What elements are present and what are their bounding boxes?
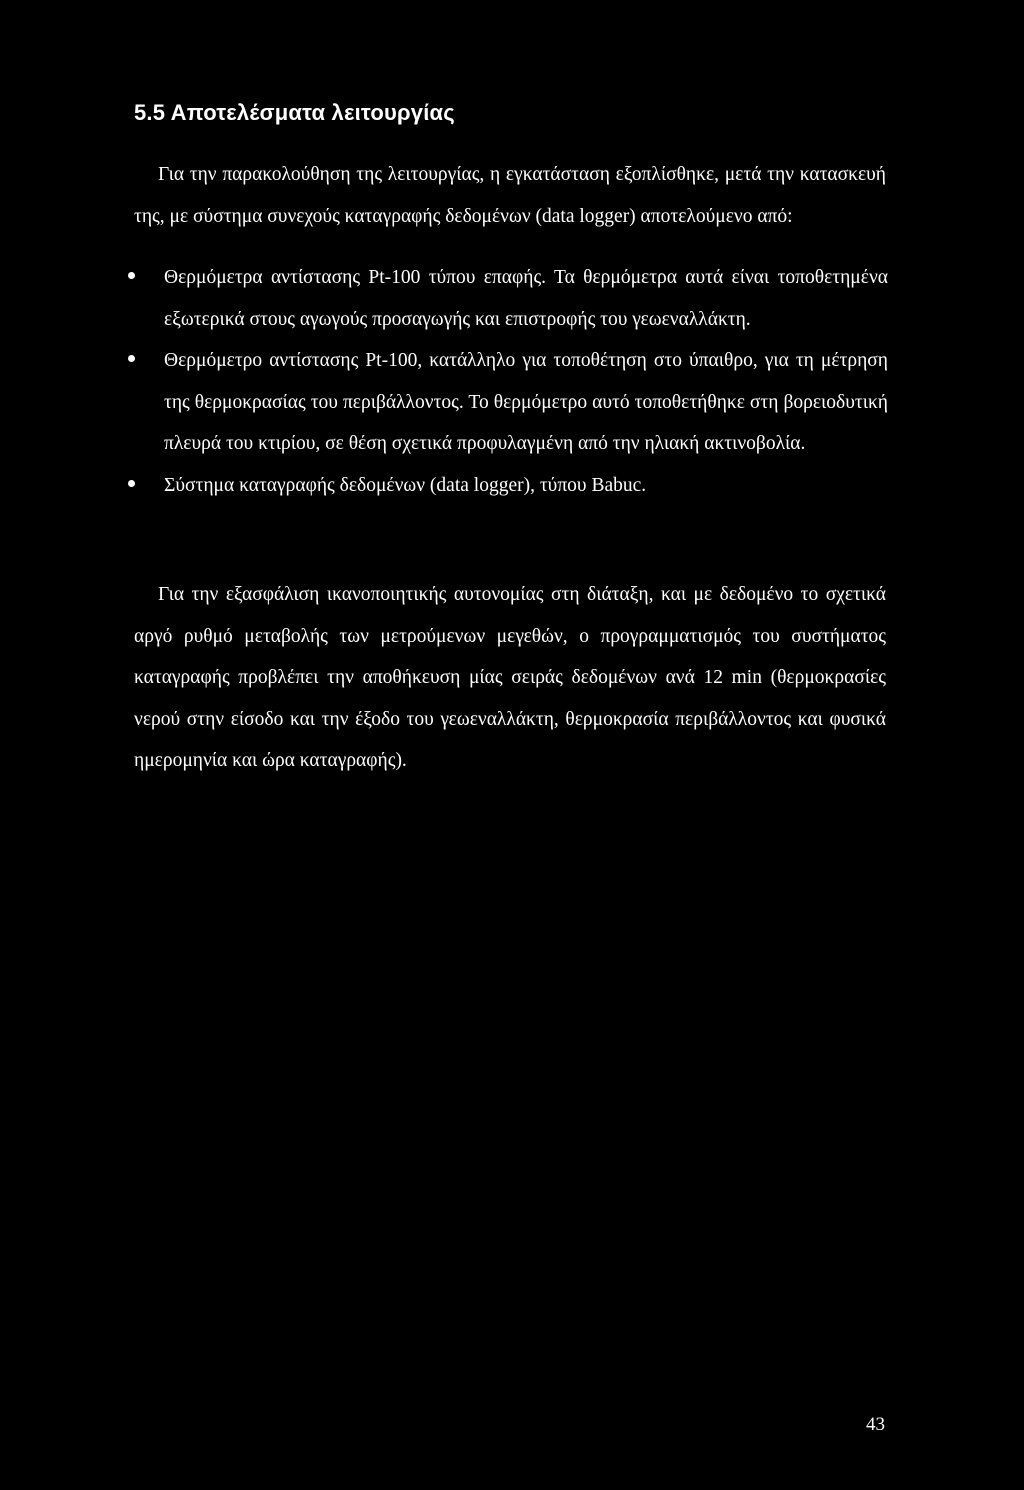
bullet-icon bbox=[128, 480, 135, 487]
list-item-text: Σύστημα καταγραφής δεδομένων (data logger), τύπου Babuc. bbox=[164, 474, 647, 496]
intro-paragraph: Για την παρακολούθηση της λειτουργίας, η εγκατάσταση εξοπλίσθηκε, μετά την κατασκευή της, με σύστημα συνεχούς καταγραφής δεδομένων (data logger) αποτελούμενο από: bbox=[134, 164, 886, 227]
page-number: 43 bbox=[866, 1414, 885, 1435]
list-item bbox=[128, 465, 888, 507]
bullet-icon bbox=[128, 272, 135, 279]
list-item bbox=[128, 340, 888, 465]
closing-paragraph: Για την εξασφάλιση ικανοποιητικής αυτονομίας στη διάταξη, και με δεδομένο το σχετικά αργό ρυθμό μεταβολής των μετρούμενων μεγεθών, ο προγραμματισμός του συστήματος καταγραφής προβλέπει την αποθήκευση μίας σειράς δεδομένων ανά 12 min (θερμοκρασίες νερού στην είσοδο και την έξοδο του γεωεναλλάκτη, θερμοκρασία περιβάλλοντος και φυσικά ημερομηνία και ώρα καταγραφής). bbox=[134, 584, 886, 771]
list-item-text: Θερμόμετρα αντίστασης Pt-100 τύπου επαφής. Τα θερμόμετρα αυτά είναι τοποθετημένα εξωτερικά στους αγωγούς προσαγωγής και επιστροφής του γεωεναλλάκτη. bbox=[164, 267, 888, 330]
list-item-text: Θερμόμετρο αντίστασης Pt-100, κατάλληλο για τοποθέτηση στο ύπαιθρο, για τη μέτρηση της θερμοκρασίας του περιβάλλοντος. Το θερμόμετρο αυτό τοποθετήθηκε στη βορειοδυτική πλευρά του κτιρίου, σε θέση σχετικά προφυλαγμένη από την ηλιακή ακτινοβολία. bbox=[164, 350, 888, 454]
bullet-icon bbox=[128, 355, 135, 362]
equipment-list bbox=[128, 257, 888, 506]
section-heading: 5.5 Αποτελέσματα λειτουργίας bbox=[134, 100, 455, 125]
list-item bbox=[128, 257, 888, 340]
